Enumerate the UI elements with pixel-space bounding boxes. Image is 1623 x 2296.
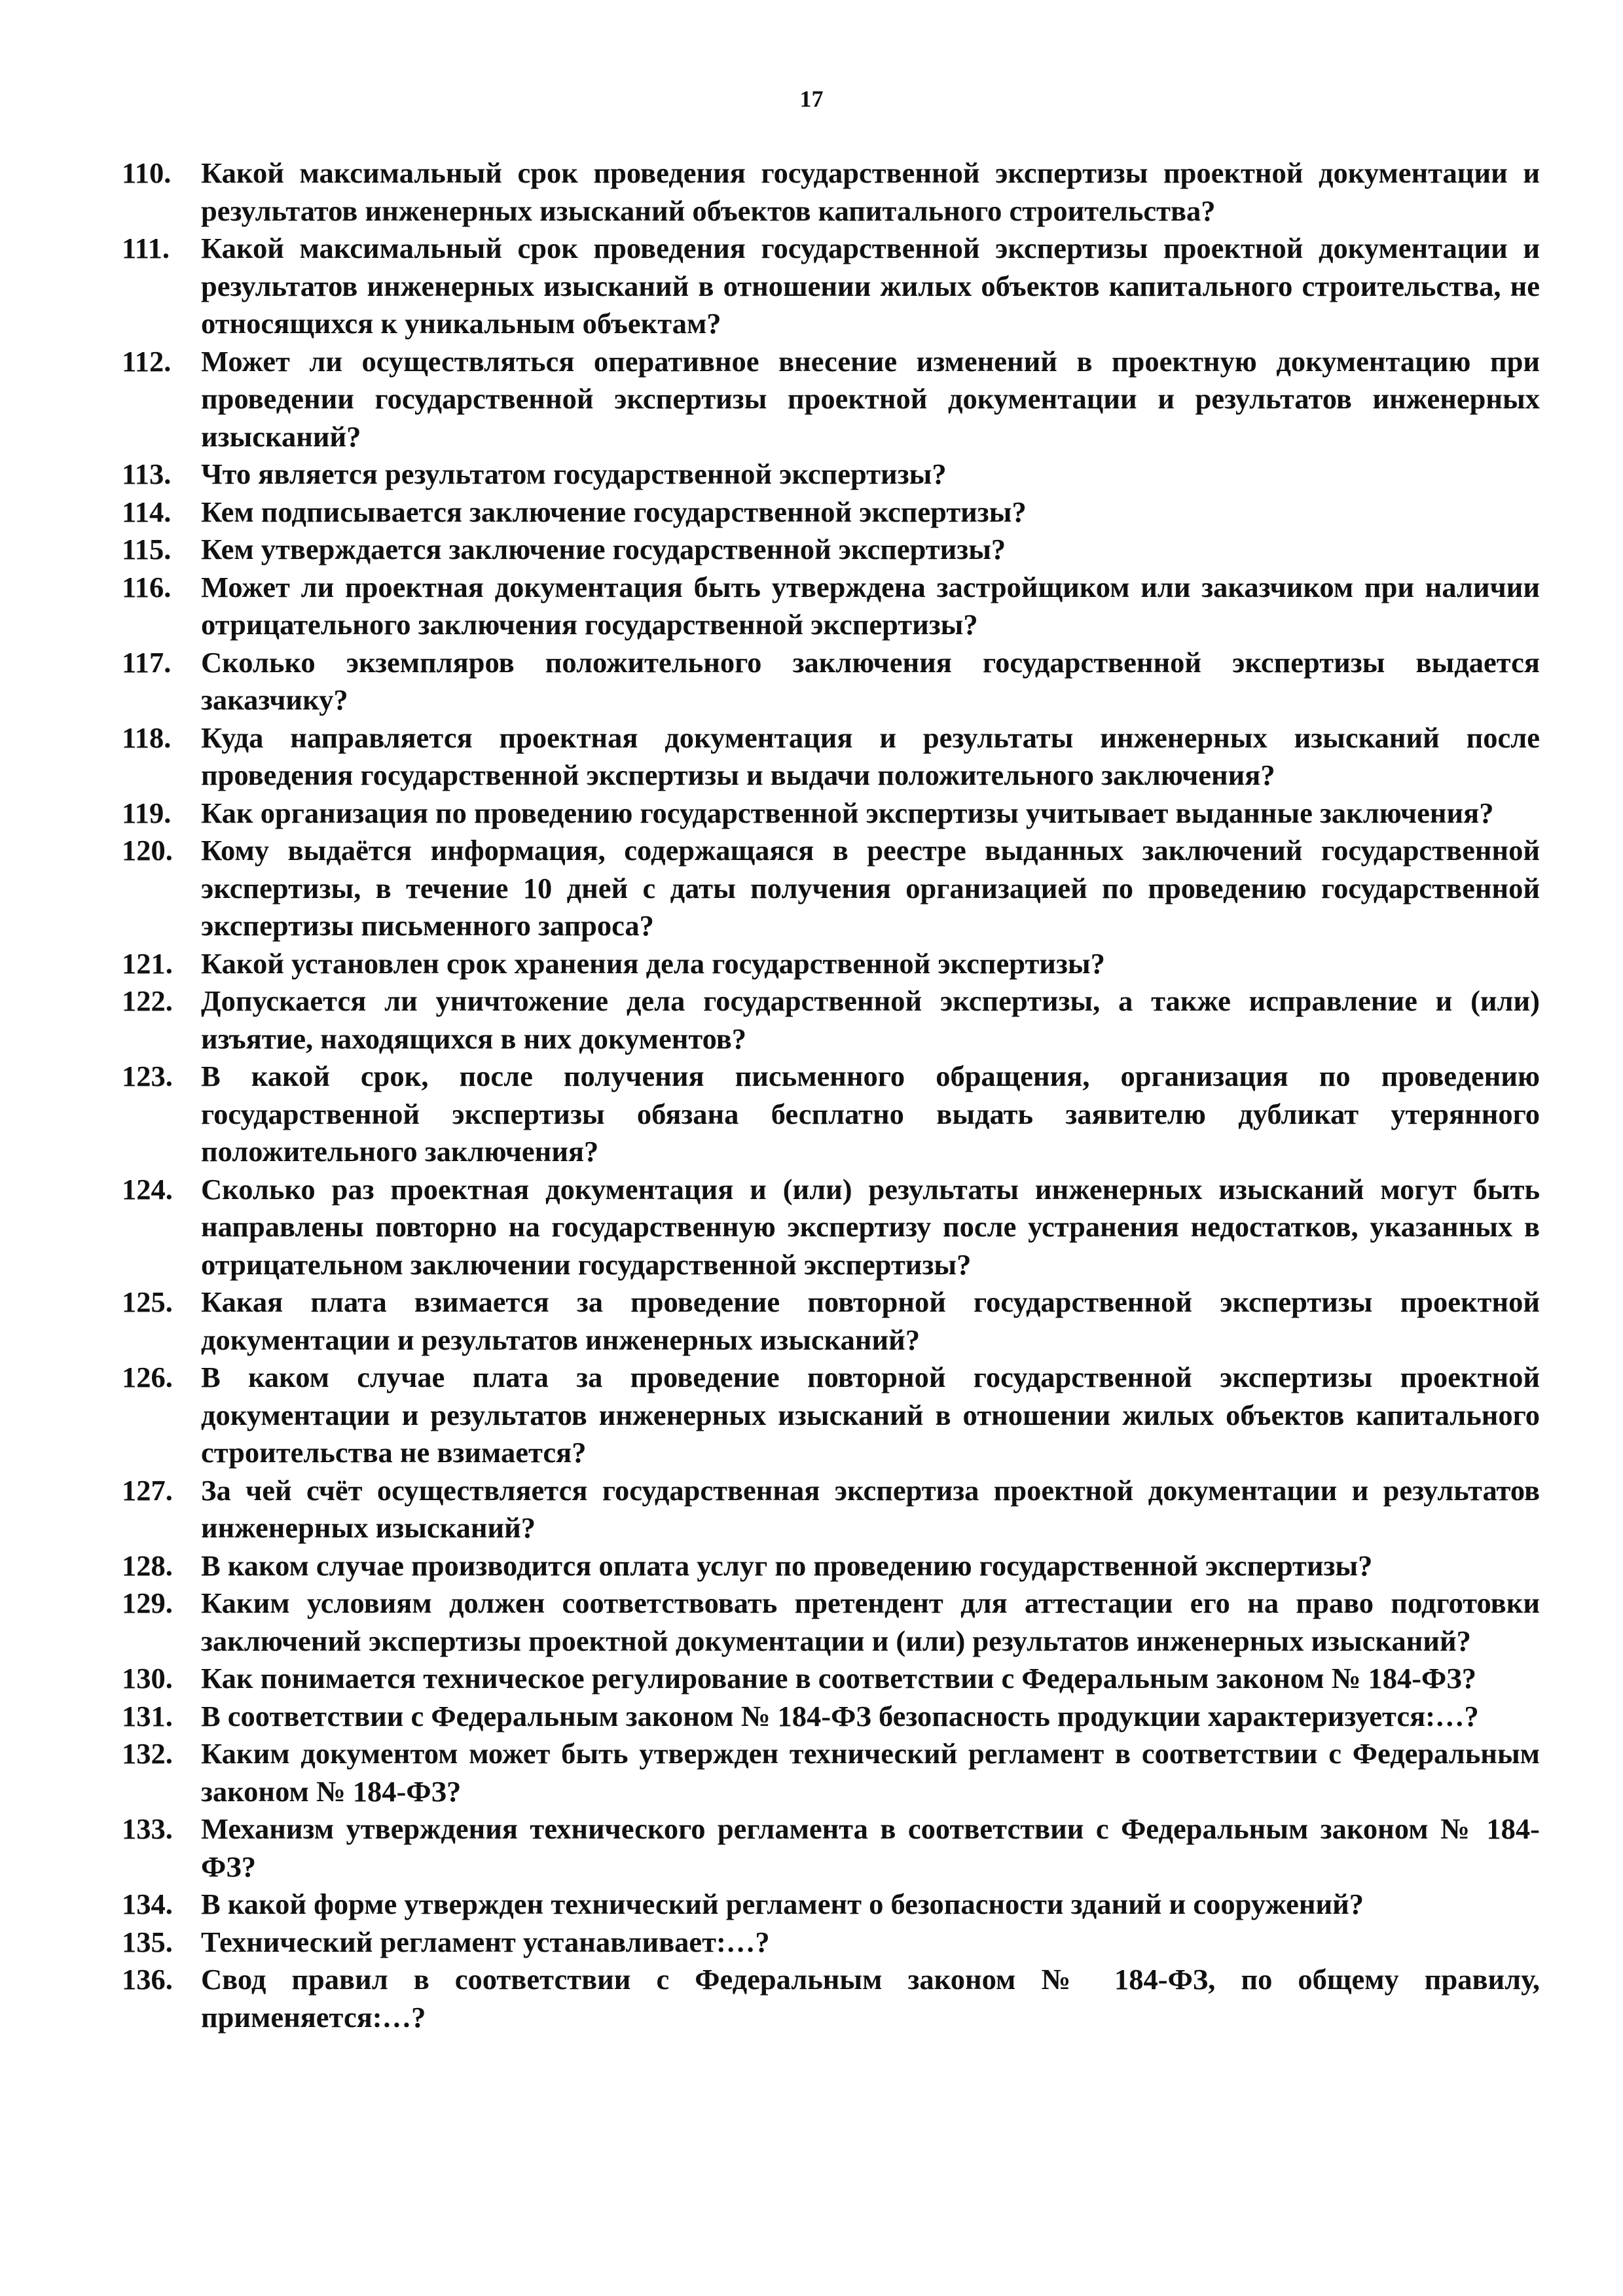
question-item [122,531,1540,569]
question-number: 126. [122,1361,173,1393]
question-text: Может ли проектная документация быть утверждена застройщиком или заказчиком при наличии отрицательного заключения государственной экспертизы? [201,570,1540,641]
question-text: Сколько раз проектная документация и (или) результаты инженерных изысканий могут быть направлены повторно на государственную экспертизу после устранения недостатков, указанных в отрицательном заключении государственной экспертизы? [201,1172,1540,1281]
question-number: 127. [122,1473,173,1507]
question-item [122,1886,1540,1924]
question-number: 120. [122,834,173,867]
question-text: Как организация по проведению государственной экспертизы учитывает выданные заключения? [201,796,1494,829]
question-item [122,493,1540,531]
question-item [122,1698,1540,1736]
question-text: Технический регламент устанавливает:…? [201,1925,770,1958]
question-item [122,1660,1540,1698]
question-number: 118. [122,721,172,754]
page-number: 17 [799,86,824,112]
question-item [122,1585,1540,1660]
question-number: 125. [122,1285,173,1318]
question-text: Кем утверждается заключение государственной экспертизы? [201,533,1006,565]
question-text: Механизм утверждения технического регламента в соответствии с Федеральным законом № 184-ФЗ? [201,1812,1540,1883]
question-text: Кем подписывается заключение государственной экспертизы? [201,495,1027,528]
question-number: 134. [122,1888,173,1920]
question-item [122,832,1540,945]
question-text: Куда направляется проектная документация и результаты инженерных изысканий после проведения государственной экспертизы и выдачи положительного заключения? [201,721,1540,791]
question-text: В соответствии с Федеральным законом № 184-ФЗ безопасность продукции характеризуется:…? [201,1699,1479,1732]
question-number: 131. [122,1699,173,1732]
question-number: 113. [122,457,172,490]
question-item [122,1171,1540,1284]
question-item [122,1359,1540,1472]
question-item [122,1735,1540,1810]
question-number: 123. [122,1060,173,1092]
question-number: 124. [122,1172,173,1206]
question-item [122,1547,1540,1585]
question-item [122,644,1540,719]
question-number: 116. [122,570,172,603]
question-number: 121. [122,946,173,980]
question-text: В какой срок, после получения письменного обращения, организация по проведению государственной экспертизы обязана бесплатно выдать заявителю дубликат утерянного положительного заключения? [201,1060,1540,1168]
question-text: Какой максимальный срок проведения государственной экспертизы проектной документации и результатов инженерных изысканий в отношении жилых объектов капитального строительства, не относящихся к уникальным объектам? [201,232,1540,340]
question-number: 135. [122,1925,173,1958]
question-text: Допускается ли уничтожение дела государственной экспертизы, а также исправление и (или) изъятие, находящихся в них документов? [201,984,1540,1055]
question-item [122,569,1540,644]
question-item [122,154,1540,230]
question-text: Какая плата взимается за проведение повторной государственной экспертизы проектной документации и результатов инженерных изысканий? [201,1285,1540,1356]
question-text: Какой максимальный срок проведения государственной экспертизы проектной документации и результатов инженерных изысканий объектов капитального строительства? [201,156,1540,227]
question-item [122,1472,1540,1547]
question-number: 122. [122,984,173,1017]
question-number: 117. [122,645,172,679]
question-list [122,154,1540,2036]
question-text: В каком случае производится оплата услуг по проведению государственной экспертизы? [201,1549,1373,1582]
question-item [122,343,1540,456]
question-item [122,1283,1540,1359]
question-text: Каким документом может быть утвержден технический регламент в соответствии с Федеральным законом № 184-ФЗ? [201,1737,1540,1808]
question-text: В каком случае плата за проведение повторной государственной экспертизы проектной документации и результатов инженерных изысканий в отношении жилых объектов капитального строительства не взимается? [201,1361,1540,1469]
question-item [122,719,1540,795]
question-item [122,1810,1540,1886]
question-text: Какой установлен срок хранения дела государственной экспертизы? [201,946,1105,980]
question-text: В какой форме утвержден технический регламент о безопасности зданий и сооружений? [201,1888,1364,1920]
question-number: 128. [122,1549,173,1582]
question-item [122,795,1540,833]
question-number: 112. [122,344,172,378]
question-item [122,230,1540,343]
question-number: 119. [122,796,172,829]
question-number: 136. [122,1963,173,1996]
question-number: 132. [122,1737,173,1770]
question-item [122,456,1540,493]
question-text: Что является результатом государственной экспертизы? [201,457,947,490]
question-text: Каким условиям должен соответствовать претендент для аттестации его на право подготовки заключений экспертизы проектной документации и (или) результатов инженерных изысканий? [201,1587,1540,1657]
question-item [122,1058,1540,1171]
question-item [122,1961,1540,2036]
question-item [122,945,1540,983]
question-item [122,982,1540,1058]
question-number: 133. [122,1812,173,1845]
question-number: 130. [122,1662,173,1695]
question-text: За чей счёт осуществляется государственная экспертиза проектной документации и результатов инженерных изысканий? [201,1473,1540,1544]
question-number: 115. [122,533,172,565]
question-number: 111. [122,232,170,264]
question-text: Как понимается техническое регулирование в соответствии с Федеральным законом № 184-ФЗ? [201,1662,1477,1695]
question-number: 114. [122,495,172,528]
question-item [122,1924,1540,1962]
question-text: Свод правил в соответствии с Федеральным законом № 184-ФЗ, по общему правилу, применяется:…? [201,1963,1540,2034]
question-number: 129. [122,1587,173,1619]
question-text: Сколько экземпляров положительного заключения государственной экспертизы выдается заказчику? [201,645,1540,716]
question-text: Может ли осуществляться оперативное внесение изменений в проектную документацию при проведении государственной экспертизы проектной документации и результатов инженерных изысканий? [201,344,1540,453]
question-text: Кому выдаётся информация, содержащаяся в реестре выданных заключений государственной экспертизы, в течение 10 дней с даты получения организацией по проведению государственной экспертизы письменного запроса? [201,834,1540,942]
question-number: 110. [122,156,172,189]
